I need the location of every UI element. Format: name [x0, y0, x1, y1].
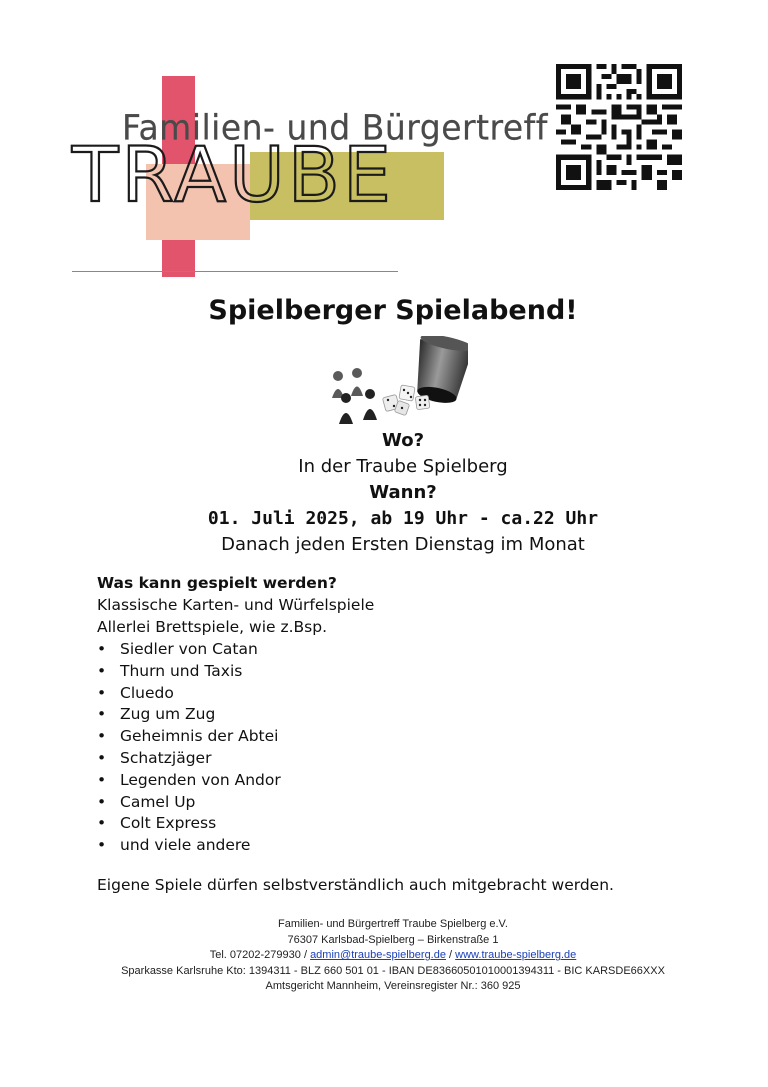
logo-divider: [72, 271, 398, 272]
logo-wordmark: TRAUBE: [72, 130, 394, 219]
closing-note: Eigene Spiele dürfen selbstverständlich auch mitgebracht werden.: [97, 876, 614, 894]
footer-bank: Sparkasse Karlsruhe Kto: 1394311 - BLZ 660 501 01 - IBAN DE83660501010001394311 - BIC KARSDE66XXX: [121, 964, 665, 977]
games-line-boards: Allerlei Brettspiele, wie z.Bsp.: [97, 618, 327, 636]
footer-separator: /: [449, 949, 453, 962]
footer-contact: [0, 948, 768, 964]
list-item: • Cluedo: [97, 682, 697, 704]
list-item: • Legenden von Andor: [97, 769, 697, 791]
footer: [0, 917, 768, 995]
footer-email-link[interactable]: admin@traube-spielberg.de: [310, 949, 446, 962]
games-section: [97, 572, 697, 856]
when-label: Wann?: [369, 482, 437, 503]
page-title: Spielberger Spielabend!: [208, 295, 578, 326]
where-value: In der Traube Spielberg: [298, 456, 508, 477]
list-item: • Siedler von Catan: [97, 638, 697, 660]
footer-org: Familien- und Bürgertreff Traube Spielberg e.V.: [278, 918, 508, 930]
event-info: [0, 428, 768, 558]
list-item: • und viele andere: [97, 834, 697, 856]
games-line-cards: Klassische Karten- und Würfelspiele: [97, 596, 375, 614]
qr-code-icon[interactable]: [556, 64, 682, 190]
when-note: Danach jeden Ersten Dienstag im Monat: [221, 534, 585, 555]
games-heading: Was kann gespielt werden?: [97, 574, 337, 592]
list-item: • Camel Up: [97, 791, 697, 813]
games-list: [97, 638, 697, 856]
logo-subtitle: Familien- und Bürgertreff: [122, 107, 548, 148]
list-item: • Zug um Zug: [97, 703, 697, 725]
list-item: • Colt Express: [97, 812, 697, 834]
footer-web-link[interactable]: www.traube-spielberg.de: [455, 949, 577, 962]
dice-cup-and-game-pieces-icon: [322, 336, 468, 432]
traube-logo: [70, 70, 548, 280]
footer-address: 76307 Karlsbad-Spielberg – Birkenstraße 1: [287, 933, 499, 946]
list-item: • Thurn und Taxis: [97, 660, 697, 682]
footer-tel: Tel. 07202-279930 /: [209, 949, 307, 962]
when-date: 01. Juli 2025, ab 19 Uhr - ca.22 Uhr: [207, 508, 599, 529]
list-item: • Schatzjäger: [97, 747, 697, 769]
list-item: • Geheimnis der Abtei: [97, 725, 697, 747]
where-label: Wo?: [381, 430, 425, 451]
footer-register: Amtsgericht Mannheim, Vereinsregister Nr.: 360 925: [265, 980, 521, 993]
